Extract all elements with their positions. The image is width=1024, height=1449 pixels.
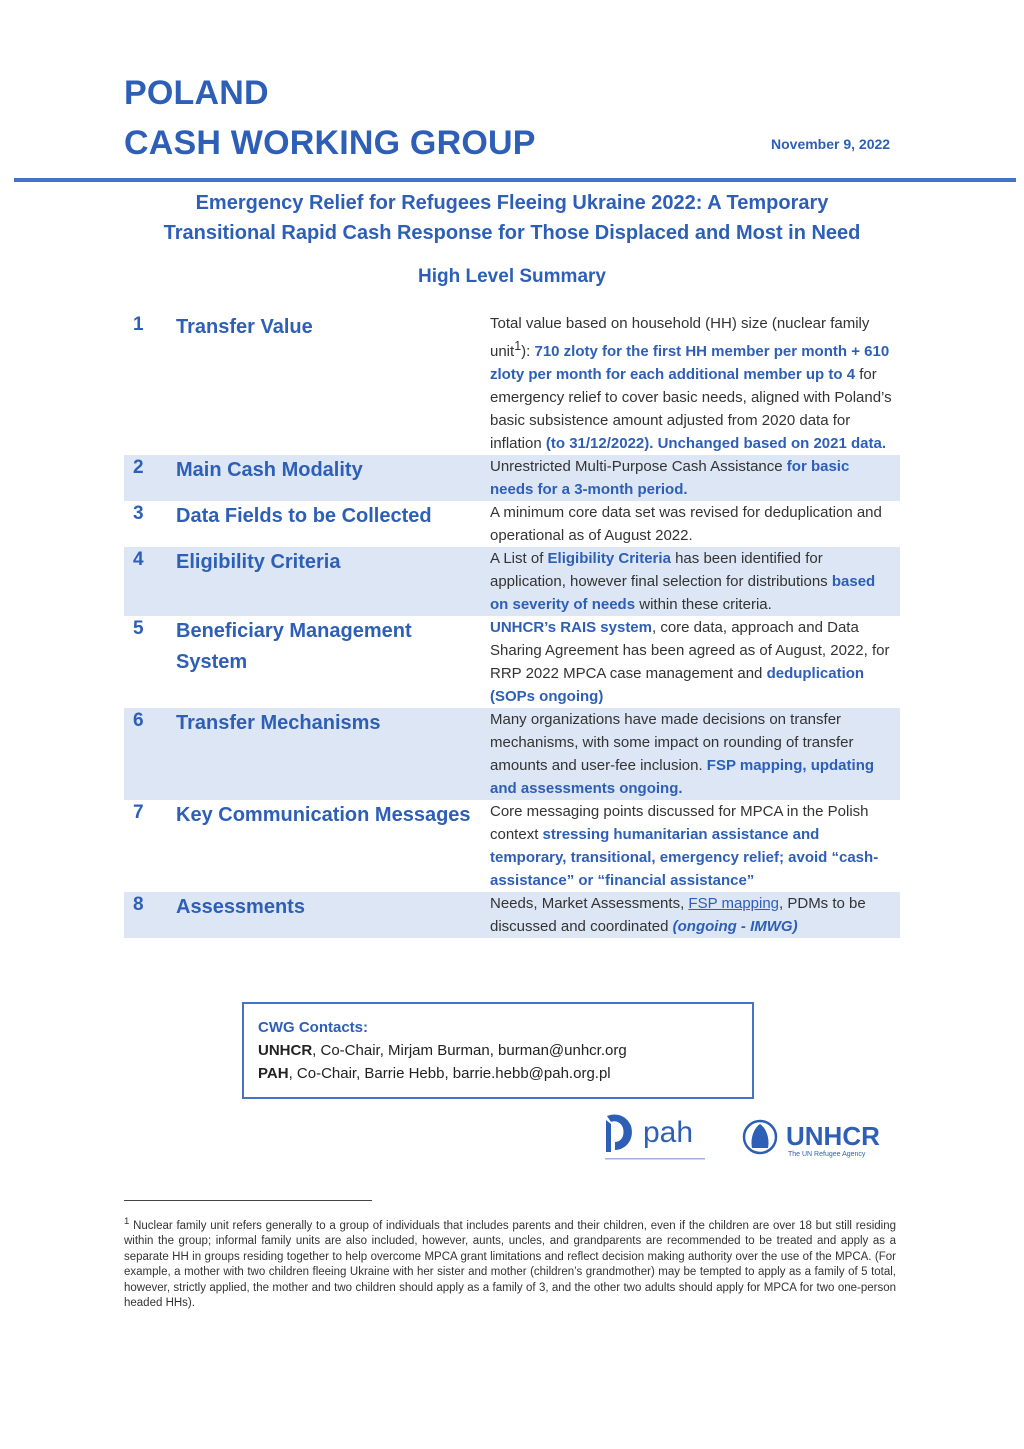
row-label: Beneficiary Management System <box>176 620 412 673</box>
title-line-2: CASH WORKING GROUP <box>124 124 536 162</box>
row-description <box>486 312 900 455</box>
row-label: Transfer Mechanisms <box>176 712 381 734</box>
description-segment[interactable]: FSP mapping <box>688 895 780 912</box>
row-description <box>486 455 900 501</box>
table-row <box>124 312 900 455</box>
footnote-separator <box>124 1200 372 1201</box>
table-row <box>124 892 900 938</box>
title-line-1: POLAND <box>124 74 269 112</box>
pah-logo <box>603 1112 713 1164</box>
document-title <box>120 188 904 248</box>
row-number: 7 <box>133 802 144 823</box>
unhcr-logo <box>742 1118 892 1162</box>
description-segment: deduplication (SOPs ongoing) <box>490 665 865 705</box>
header-rule <box>14 178 1016 182</box>
description-segment: 1 <box>514 339 522 353</box>
description-segment: 710 zloty for the first HH member per month + 610 zloty per month for each additional member up to 4 <box>490 343 890 383</box>
description-segment: Total value based on household (HH) size (nuclear family unit <box>490 315 870 360</box>
description-segment: based on severity of needs <box>490 573 876 613</box>
description-segment: A List of <box>490 550 548 567</box>
row-label: Eligibility Criteria <box>176 551 341 573</box>
description-segment: for basic needs for a 3-month period. <box>490 458 850 498</box>
pah-logo-tagline <box>605 1158 705 1160</box>
description-segment: Eligibility Criteria <box>547 550 671 567</box>
description-segment: has been identified for application, however final selection for distributions <box>490 550 832 590</box>
row-label: Data Fields to be Collected <box>176 505 432 527</box>
unhcr-logo-subtitle: The UN Refugee Agency <box>788 1151 866 1158</box>
row-label: Assessments <box>176 896 305 918</box>
pah-logo-stem <box>606 1120 611 1152</box>
row-description <box>486 708 900 800</box>
description-segment: Many organizations have made decisions on transfer mechanisms, with some impact on rounding of transfer amounts and user-fee inclusion. <box>490 711 854 774</box>
footnote-text: Nuclear family unit refers generally to a group of individuals that includes parents and their children, even if the children are over 18 but still residing within the group; informal family units are also included, however, aunts, uncles, and grandparents are recommended to be treated and apply as a separate HH in groups residing together to help overcome MPCA grant limitations and reflect decision making authority over the use of the MPCA. (For example, a mother with two children fleeing Ukraine with her sister and mother (children’s grandmother) may be tempted to apply as a family of 5 total, however, strictly applied, the mother and two children should apply as a family of 3, and the other two adults should apply for MPCA for two one-person headed HHs). <box>124 1219 896 1310</box>
document-date: November 9, 2022 <box>771 136 891 152</box>
table-row <box>124 547 900 616</box>
contact-pah-details[interactable]: , Co-Chair, Barrie Hebb, barrie.hebb@pah.org.pl <box>288 1065 611 1082</box>
contact-pah-org: PAH <box>258 1065 289 1082</box>
table-row <box>124 455 900 501</box>
row-number: 3 <box>133 503 144 524</box>
description-segment: UNHCR’s RAIS system <box>490 619 652 636</box>
row-number: 4 <box>133 549 144 570</box>
row-number: 6 <box>133 710 144 731</box>
summary-table <box>124 312 900 938</box>
description-segment: within these criteria. <box>635 596 772 613</box>
row-number: 2 <box>133 457 144 478</box>
description-segment: , PDMs to be discussed and coordinated <box>490 895 866 935</box>
row-description <box>486 616 900 708</box>
contact-unhcr-org: UNHCR <box>258 1042 313 1059</box>
document-title-line-1: Emergency Relief for Refugees Fleeing Ukraine 2022: A Temporary <box>195 192 829 214</box>
contact-unhcr-details[interactable]: , Co-Chair, Mirjam Burman, burman@unhcr.org <box>312 1042 627 1059</box>
footnote <box>124 1214 896 1312</box>
description-segment: (to 31/12/2022). Unchanged based on 2021 data. <box>545 435 886 452</box>
row-number: 5 <box>133 618 144 639</box>
table-row <box>124 616 900 708</box>
row-description <box>486 892 900 938</box>
description-segment: Needs, Market Assessments, <box>490 895 689 912</box>
contacts-box <box>242 1002 754 1099</box>
pah-logo-text: pah <box>643 1116 694 1149</box>
row-number: 1 <box>133 314 144 335</box>
table-row <box>124 800 900 892</box>
header-title <box>124 68 536 168</box>
description-segment: Core messaging points discussed for MPCA in the Polish context <box>490 803 869 843</box>
row-label: Key Communication Messages <box>176 804 471 826</box>
table-row <box>124 501 900 547</box>
description-segment: for emergency relief to cover basic needs, aligned with Poland’s basic subsistence amount adjusted from 2020 data for inflation <box>490 366 892 452</box>
description-segment: ): <box>521 343 535 360</box>
description-segment: stressing humanitarian assistance and temporary, transitional, emergency relief; avoid “cash-assistance” or “financial assistance” <box>490 826 879 889</box>
unhcr-logo-text: UNHCR <box>786 1121 880 1151</box>
description-segment: Unrestricted Multi-Purpose Cash Assistance <box>490 458 787 475</box>
row-label: Transfer Value <box>176 316 313 338</box>
description-segment: FSP mapping, updating and assessments ongoing. <box>490 757 875 797</box>
unhcr-emblem-figure <box>751 1124 768 1148</box>
row-number: 8 <box>133 894 144 915</box>
row-description <box>486 501 900 547</box>
contacts-title: CWG Contacts: <box>258 1019 368 1036</box>
table-row <box>124 708 900 800</box>
footnote-marker: 1 <box>124 1216 130 1227</box>
row-label: Main Cash Modality <box>176 459 363 481</box>
description-segment: (ongoing - IMWG) <box>672 918 798 935</box>
contact-pah <box>258 1062 738 1085</box>
document-title-line-2: Transitional Rapid Cash Response for Those Displaced and Most in Need <box>163 222 861 244</box>
row-description <box>486 800 900 892</box>
description-segment: A minimum core data set was revised for deduplication and operational as of August 2022. <box>490 504 882 544</box>
row-description <box>486 547 900 616</box>
description-segment: , core data, approach and Data Sharing Agreement has been agreed as of August, 2022, for RRP 2022 MPCA case management and <box>490 619 890 682</box>
summary-heading: High Level Summary <box>418 266 606 287</box>
contact-unhcr <box>258 1039 738 1062</box>
